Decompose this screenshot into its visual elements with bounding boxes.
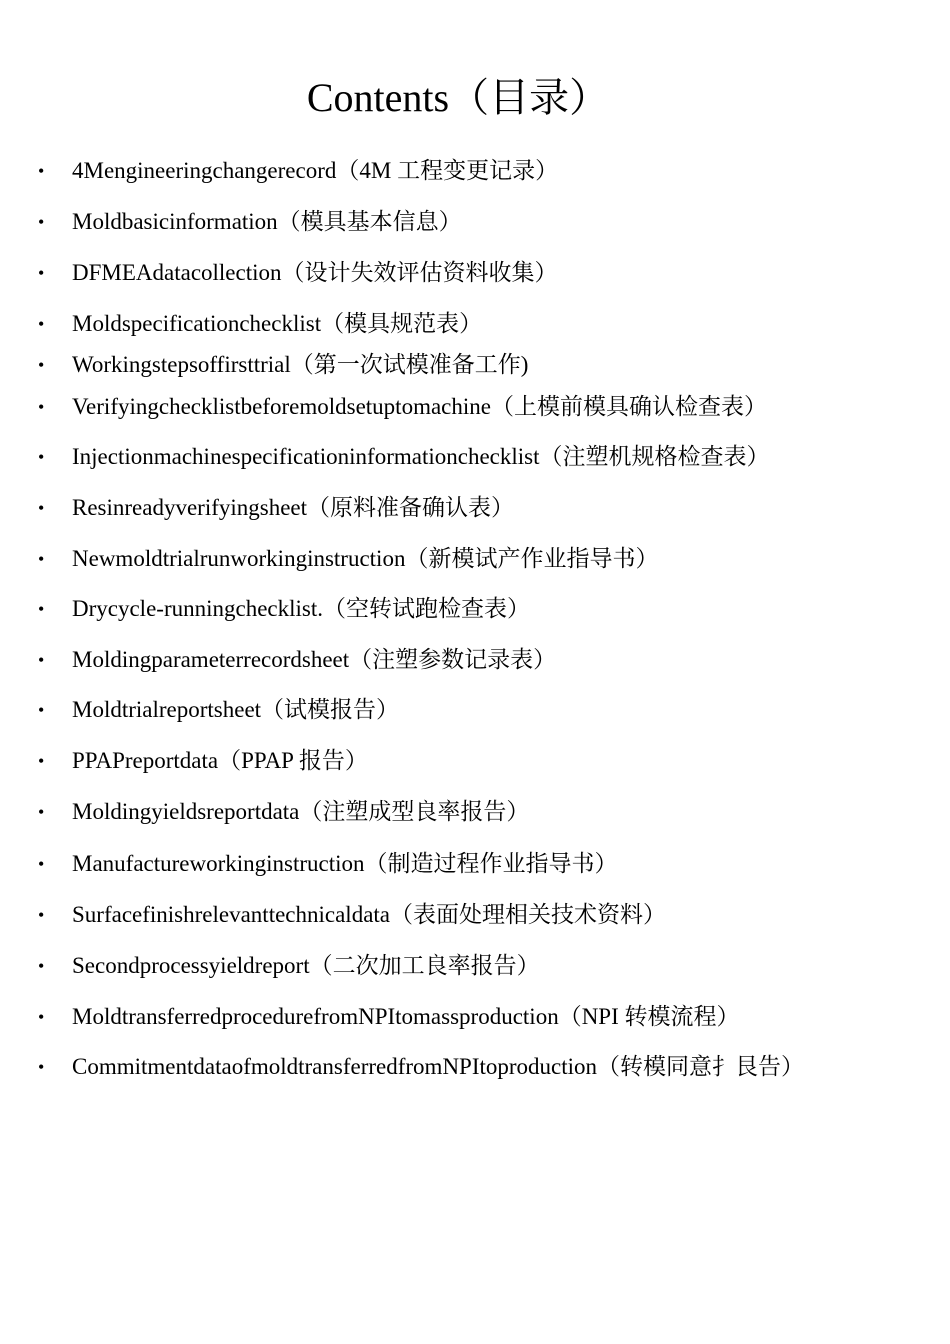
bullet-icon: •	[38, 397, 45, 417]
bullet-icon: •	[38, 650, 45, 670]
list-item	[0, 1050, 950, 1084]
list-item	[0, 1000, 950, 1034]
list-item-text: 4Mengineeringchangerecord（4M 工程变更记录）	[72, 158, 559, 183]
bullet-icon: •	[38, 498, 45, 518]
bullet-icon: •	[38, 905, 45, 925]
bullet-icon: •	[38, 599, 45, 619]
bullet-icon: •	[38, 700, 45, 720]
list-item	[0, 348, 950, 382]
list-item	[0, 693, 950, 727]
list-item-text: Newmoldtrialrunworkinginstruction（新模试产作业指导书）	[72, 546, 659, 571]
list-item-text: Verifyingchecklistbeforemoldsetuptomachine（上模前模具确认检查表）	[72, 394, 767, 419]
bullet-icon: •	[38, 802, 45, 822]
list-item-text: Workingstepsoffirsttrial（第一次试模准备工作)	[72, 352, 529, 377]
bullet-icon: •	[38, 263, 45, 283]
list-item	[0, 643, 950, 677]
bullet-icon: •	[38, 1057, 45, 1077]
list-item-text: Resinreadyverifyingsheet（原料准备确认表）	[72, 495, 515, 520]
list-item	[0, 307, 950, 341]
list-item-text: Moldtrialreportsheet（试模报告）	[72, 697, 400, 722]
list-item-text: Secondprocessyieldreport（二次加工良率报告）	[72, 953, 540, 978]
list-item	[0, 205, 950, 239]
list-item-text: Moldbasicinformation（模具基本信息）	[72, 209, 462, 234]
list-item	[0, 390, 950, 424]
list-item	[0, 440, 950, 474]
list-item	[0, 542, 950, 576]
list-item-text: Injectionmachinespecificationinformationchecklist（注塑机规格检查表）	[72, 444, 770, 469]
list-item-text: CommitmentdataofmoldtransferredfromNPItoproduction（转模同意扌艮告）	[72, 1054, 805, 1079]
bullet-icon: •	[38, 161, 45, 181]
bullet-icon: •	[38, 447, 45, 467]
bullet-icon: •	[38, 212, 45, 232]
list-item-text: Drycycle-runningchecklist.（空转试跑检查表）	[72, 596, 530, 621]
list-item-text: Manufactureworkinginstruction（制造过程作业指导书）	[72, 851, 618, 876]
bullet-icon: •	[38, 355, 45, 375]
list-item-text: PPAPreportdata（PPAP 报告）	[72, 748, 368, 773]
list-item-text: Moldingparameterrecordsheet（注塑参数记录表）	[72, 647, 557, 672]
list-item	[0, 898, 950, 932]
list-item-text: Moldspecificationchecklist（模具规范表）	[72, 311, 483, 336]
bullet-icon: •	[38, 956, 45, 976]
bullet-icon: •	[38, 854, 45, 874]
list-item	[0, 592, 950, 626]
bullet-icon: •	[38, 1007, 45, 1027]
list-item	[0, 847, 950, 881]
bullet-icon: •	[38, 549, 45, 569]
list-item	[0, 949, 950, 983]
list-item-text: Moldingyieldsreportdata（注塑成型良率报告）	[72, 799, 530, 824]
bullet-icon: •	[38, 314, 45, 334]
list-item-text: DFMEAdatacollection（设计失效评估资料收集）	[72, 260, 558, 285]
list-item	[0, 154, 950, 188]
list-item-text: Surfacefinishrelevanttechnicaldata（表面处理相关技术资料）	[72, 902, 667, 927]
page-title: Contents（目录）	[306, 75, 610, 120]
bullet-icon: •	[38, 751, 45, 771]
list-item	[0, 744, 950, 778]
list-item	[0, 256, 950, 290]
list-item	[0, 491, 950, 525]
list-item	[0, 795, 950, 829]
list-item-text: MoldtransferredprocedurefromNPItomassproduction（NPI 转模流程）	[72, 1004, 740, 1029]
